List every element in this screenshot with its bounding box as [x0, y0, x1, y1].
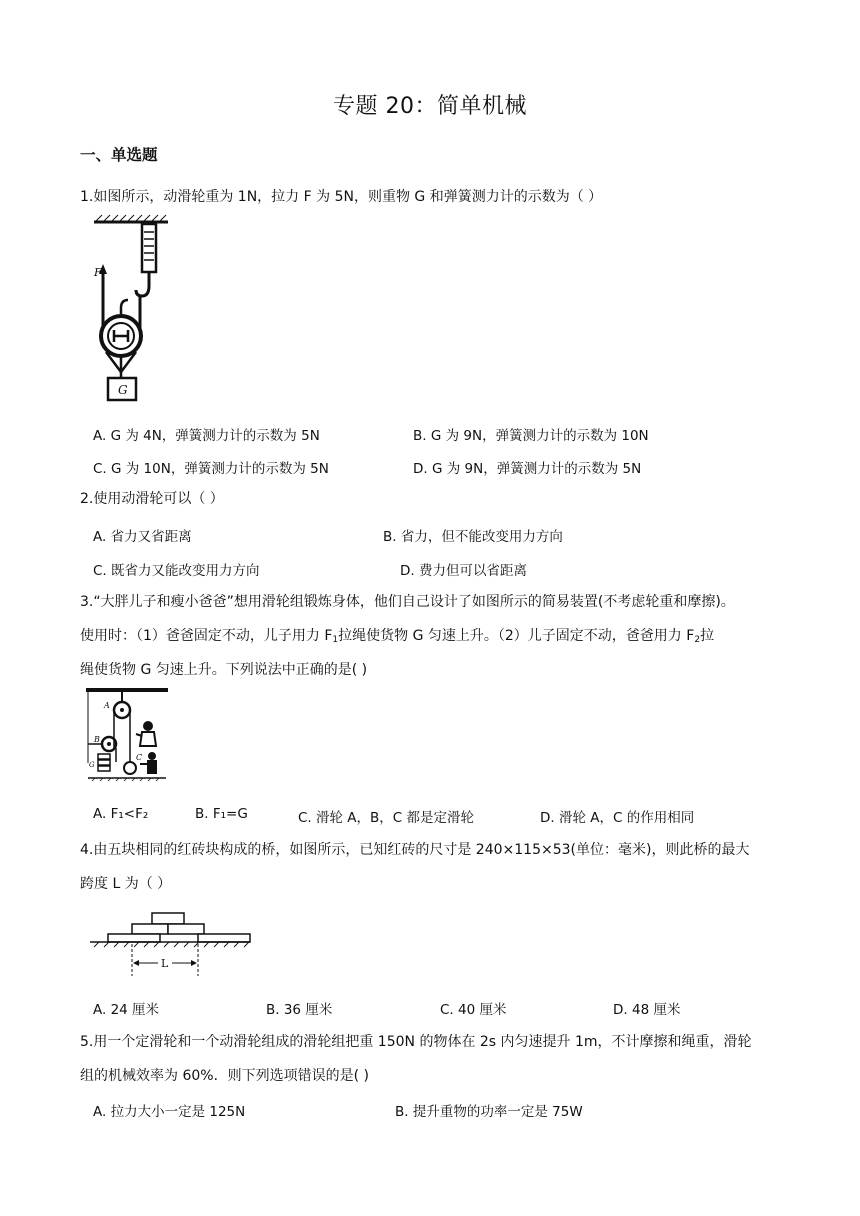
- question-1-pulley-figure: [88, 212, 173, 408]
- question-1-text: 1.如图所示，动滑轮重为 1N，拉力 F 为 5N，则重物 G 和弹簧测力计的示数为（ ）: [80, 189, 603, 205]
- q1-option-b[interactable]: B. G 为 9N，弹簧测力计的示数为 10N: [413, 428, 649, 444]
- question-3-pulley-system-figure: [86, 688, 168, 783]
- q4-option-b[interactable]: B. 36 厘米: [266, 1002, 333, 1018]
- force-f-label: F: [94, 266, 102, 279]
- q4-option-d[interactable]: D. 48 厘米: [613, 1002, 681, 1018]
- page-title: 专题 20：简单机械: [333, 94, 527, 119]
- svg-text:G: G: [89, 761, 95, 769]
- section-heading: 一、单选题: [80, 146, 158, 164]
- q3-option-a[interactable]: A. F₁<F₂: [93, 806, 149, 822]
- question-5-line-1: 5.用一个定滑轮和一个动滑轮组成的滑轮组把重 150N 的物体在 2s 内匀速提升 1m，不计摩擦和绳重，滑轮: [80, 1034, 752, 1050]
- q2-option-d[interactable]: D. 费力但可以省距离: [400, 563, 527, 579]
- question-2-text: 2.使用动滑轮可以（ ）: [80, 491, 224, 507]
- weight-g-label: G: [118, 383, 128, 397]
- question-4-line-2: 跨度 L 为（ ）: [80, 876, 172, 892]
- q5-option-a[interactable]: A. 拉力大小一定是 125N: [93, 1104, 246, 1120]
- question-5-line-2: 组的机械效率为 60%．则下列选项错误的是( ): [80, 1068, 369, 1084]
- q1-option-d[interactable]: D. G 为 9N，弹簧测力计的示数为 5N: [413, 461, 642, 477]
- question-4-line-1: 4.由五块相同的红砖块构成的桥，如图所示，已知红砖的尺寸是 240×115×53(单位：毫米)，则此桥的最大: [80, 842, 750, 858]
- q1-option-a[interactable]: A. G 为 4N，弹簧测力计的示数为 5N: [93, 428, 320, 444]
- question-3-line-2: 使用时：（1）爸爸固定不动，儿子用力 $F_1$拉绳使货物 G 匀速上升。（2）儿子固定不动，爸爸用力 $F_2$拉: [80, 628, 715, 645]
- q2-option-a[interactable]: A. 省力又省距离: [93, 529, 192, 545]
- question-4-brick-bridge-figure: [86, 908, 252, 982]
- svg-text:B: B: [94, 735, 100, 744]
- svg-text:L: L: [161, 957, 169, 970]
- svg-text:C: C: [136, 753, 143, 762]
- q4-option-a[interactable]: A. 24 厘米: [93, 1002, 160, 1018]
- q5-option-b[interactable]: B. 提升重物的功率一定是 75W: [395, 1104, 583, 1120]
- svg-text:A: A: [104, 701, 110, 710]
- q2-option-c[interactable]: C. 既省力又能改变用力方向: [93, 563, 260, 579]
- q1-option-c[interactable]: C. G 为 10N，弹簧测力计的示数为 5N: [93, 461, 329, 477]
- question-3-line-3: 绳使货物 G 匀速上升。下列说法中正确的是( ): [80, 662, 368, 678]
- q3-option-d[interactable]: D. 滑轮 A，C 的作用相同: [540, 810, 695, 826]
- q3-option-c[interactable]: C. 滑轮 A，B，C 都是定滑轮: [298, 810, 475, 826]
- question-3-line-1: 3.“大胖儿子和瘦小爸爸”想用滑轮组锻炼身体，他们自己设计了如图所示的简易装置(不考虑轮重和摩擦)。: [80, 594, 735, 610]
- q3-option-b[interactable]: B. F₁=G: [195, 806, 248, 822]
- q4-option-c[interactable]: C. 40 厘米: [440, 1002, 507, 1018]
- q2-option-b[interactable]: B. 省力，但不能改变用力方向: [383, 529, 563, 545]
